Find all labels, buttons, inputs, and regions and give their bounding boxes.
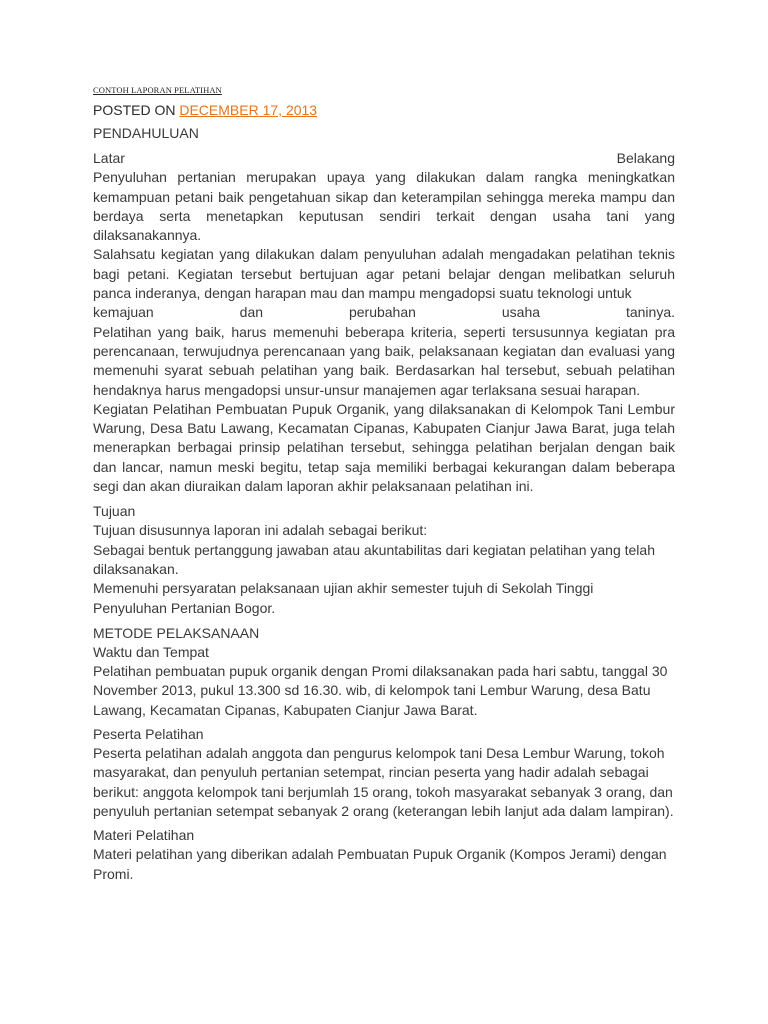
document-page	[93, 84, 675, 884]
paragraph-waktu-tempat: Pelatihan pembuatan pupuk organik dengan Promi dilaksanakan pada hari sabtu, tanggal 30 November 2013, pukul 13.300 sd 16.30. wib, di kelompok tani Lembur Warung, desa Batu Lawang, Kecamatan Cipanas, Kabupaten Cianjur Jawa Barat.	[93, 663, 668, 718]
paragraph-salahsatu-end: kemajuan dan perubahan usaha taninya.	[93, 304, 675, 321]
paragraph-peserta: Peserta pelatihan adalah anggota dan pengurus kelompok tani Desa Lembur Warung, tokoh masyarakat, dan penyuluh pertanian setempat, rincian peserta yang hadir adalah sebagai berikut: anggota kelompok tani berjumlah 15 orang, tokoh masyarakat sebanyak 3 orang, dan penyuluh pertanian setempat sebanyak 2 orang (keterangan lebih lanjut ada dalam lampiran).	[93, 745, 674, 819]
paragraph-penyuluhan: Penyuluhan pertanian merupakan upaya yang dilakukan dalam rangka meningkatkan kemampuan petani baik pengetahuan sikap dan keterampilan sehingga mereka mampu dan berdaya serta menetapkan keputusan sendiri terkait dengan usaha tani yang dilaksanakannya.	[93, 169, 675, 244]
paragraph-salahsatu	[93, 245, 675, 303]
subheading-peserta: Peserta Pelatihan	[93, 726, 204, 743]
subheading-waktu-tempat: Waktu dan Tempat	[93, 643, 209, 660]
paragraph-pelatihan-baik: Pelatihan yang baik, harus memenuhi beberapa kriteria, seperti tersusunnya kegiatan pra perencanaan, terwujudnya perencanaan yang baik, pelaksanaan kegiatan dan evaluasi yang memenuhi syarat sebuah pelatihan yang baik. Berdasarkan hal tersebut, sebuah pelatihan hendaknya harus mengadopsi unsur-unsur manajemen agar terlaksana sesuai harapan.	[93, 323, 675, 398]
section-heading-tujuan: Tujuan	[93, 503, 136, 520]
paragraph-salahsatu-main: Salahsatu kegiatan yang dilakukan dalam penyuluhan adalah mengadakan pelatihan teknis bagi petani. Kegiatan tersebut bertujuan agar petani belajar dengan melibatkan seluruh panca inderanya, dengan harapan mau dan mampu mengadopsi suatu teknologi untuk	[93, 246, 675, 302]
section-heading-pendahuluan: PENDAHULUAN	[93, 125, 199, 141]
tujuan-item-2: Memenuhi persyaratan pelaksanaan ujian akhir semester tujuh di Sekolah Tinggi Penyuluhan Pertanian Bogor.	[93, 580, 594, 616]
paragraph-materi: Materi pelatihan yang diberikan adalah Pembuatan Pupuk Organik (Kompos Jerami) dengan Promi.	[93, 846, 667, 882]
tujuan-item-1: Sebagai bentuk pertanggung jawaban atau akuntabilitas dari kegiatan pelatihan yang telah dilaksanakan.	[93, 541, 655, 577]
subheading-materi: Materi Pelatihan	[93, 827, 195, 844]
posted-line	[93, 100, 675, 120]
section-heading-metode: METODE PELAKSANAAN	[93, 624, 260, 641]
subheading-latar: Latar	[93, 150, 125, 166]
posted-prefix: POSTED ON	[93, 102, 176, 118]
paragraph-kegiatan-pelatihan: Kegiatan Pelatihan Pembuatan Pupuk Organik, yang dilaksanakan di Kelompok Tani Lembur Warung, Desa Batu Lawang, Kecamatan Cipanas, Kabupaten Cianjur Jawa Barat, juga telah menerapkan berbagai prinsip pelatihan tersebut, sehingga pelatihan berjalan dengan baik dan lancar, namun meski begitu, tetap saja memiliki berbagai kekurangan dalam beberapa segi dan akan diuraikan dalam laporan akhir pelaksanaan pelatihan ini.	[93, 400, 675, 495]
subheading-belakang: Belakang	[616, 150, 675, 166]
tujuan-intro: Tujuan disusunnya laporan ini adalah sebagai berikut:	[93, 522, 428, 539]
document-title: CONTOH LAPORAN PELATIHAN	[93, 85, 222, 95]
subheading-latar-belakang	[93, 149, 675, 168]
posted-date-link[interactable]: DECEMBER 17, 2013	[179, 102, 318, 118]
